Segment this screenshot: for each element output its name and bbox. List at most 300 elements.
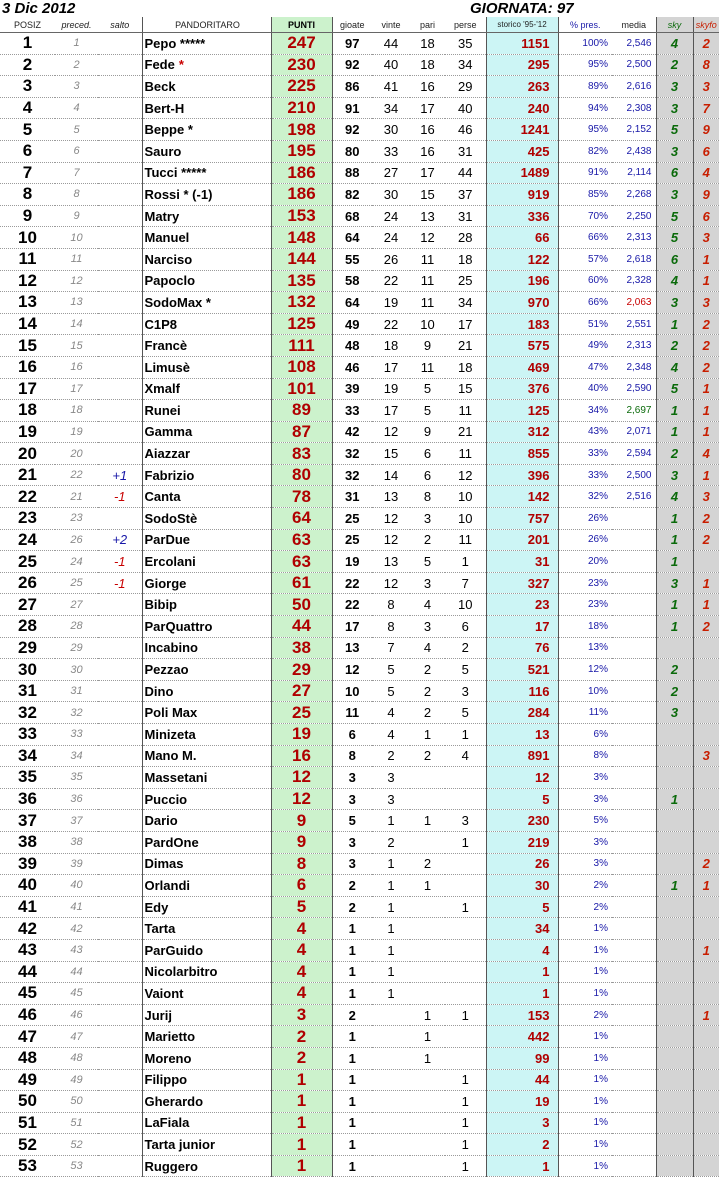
played-cell: 92 — [332, 54, 372, 76]
previous-position-cell: 5 — [55, 119, 98, 141]
drawn-cell: 2 — [410, 529, 445, 551]
historic-cell: 4 — [486, 939, 558, 961]
position-cell: 47 — [0, 1026, 55, 1048]
sky-cell: 1 — [656, 421, 693, 443]
jump-cell — [98, 616, 142, 638]
table-row — [0, 119, 719, 141]
skyfo-cell — [693, 767, 719, 789]
points-cell: 210 — [271, 97, 332, 119]
skyfo-cell — [693, 680, 719, 702]
played-cell: 33 — [332, 400, 372, 422]
played-cell: 91 — [332, 97, 372, 119]
points-cell: 16 — [271, 745, 332, 767]
presence-percent-cell: 23% — [558, 572, 612, 594]
skyfo-cell: 2 — [693, 508, 719, 530]
played-cell: 39 — [332, 378, 372, 400]
table-row — [0, 97, 719, 119]
position-cell: 44 — [0, 961, 55, 983]
sky-cell: 1 — [656, 529, 693, 551]
sky-cell: 6 — [656, 162, 693, 184]
played-cell: 31 — [332, 486, 372, 508]
won-cell: 2 — [372, 745, 410, 767]
sky-cell — [656, 1091, 693, 1113]
average-cell: 2,250 — [612, 205, 656, 227]
drawn-cell: 18 — [410, 54, 445, 76]
won-cell: 1 — [372, 810, 410, 832]
won-cell: 1 — [372, 853, 410, 875]
average-cell — [612, 1004, 656, 1026]
position-cell: 30 — [0, 659, 55, 681]
previous-position-cell: 35 — [55, 767, 98, 789]
lost-cell: 3 — [445, 810, 486, 832]
previous-position-cell: 39 — [55, 853, 98, 875]
historic-cell: 12 — [486, 767, 558, 789]
player-name: Pepo ***** — [144, 35, 206, 51]
won-cell: 8 — [372, 616, 410, 638]
average-cell: 2,618 — [612, 248, 656, 270]
historic-cell: 327 — [486, 572, 558, 594]
points-cell: 44 — [271, 616, 332, 638]
jump-cell — [98, 853, 142, 875]
historic-cell: 855 — [486, 443, 558, 465]
skyfo-cell: 2 — [693, 356, 719, 378]
skyfo-cell — [693, 659, 719, 681]
player-name: Beck — [144, 78, 176, 94]
skyfo-cell: 1 — [693, 400, 719, 422]
player-name-cell — [142, 184, 271, 206]
lost-cell: 1 — [445, 1091, 486, 1113]
position-cell: 53 — [0, 1155, 55, 1177]
table-row — [0, 983, 719, 1005]
player-name-cell — [142, 875, 271, 897]
player-name-cell — [142, 508, 271, 530]
player-name: Pezzao — [144, 662, 189, 678]
table-row — [0, 1047, 719, 1069]
sky-cell — [656, 724, 693, 746]
player-name-cell — [142, 637, 271, 659]
jump-cell — [98, 140, 142, 162]
points-cell: 27 — [271, 680, 332, 702]
giornata-title: GIORNATA: 97 — [470, 0, 574, 17]
player-name-cell — [142, 1155, 271, 1177]
played-cell: 1 — [332, 1155, 372, 1177]
sky-cell: 2 — [656, 680, 693, 702]
played-cell: 42 — [332, 421, 372, 443]
player-name-cell — [142, 378, 271, 400]
table-row — [0, 637, 719, 659]
player-name-cell — [142, 831, 271, 853]
points-cell: 4 — [271, 939, 332, 961]
lost-cell: 12 — [445, 464, 486, 486]
skyfo-cell — [693, 810, 719, 832]
points-cell: 87 — [271, 421, 332, 443]
presence-percent-cell: 33% — [558, 443, 612, 465]
position-cell: 2 — [0, 54, 55, 76]
points-cell: 111 — [271, 335, 332, 357]
lost-cell: 6 — [445, 616, 486, 638]
drawn-cell — [410, 939, 445, 961]
table-row — [0, 831, 719, 853]
drawn-cell: 3 — [410, 572, 445, 594]
table-row — [0, 292, 719, 314]
presence-percent-cell: 89% — [558, 76, 612, 98]
historic-cell: 1151 — [486, 33, 558, 55]
jump-cell — [98, 1091, 142, 1113]
lost-cell — [445, 939, 486, 961]
jump-cell — [98, 983, 142, 1005]
lost-cell: 35 — [445, 33, 486, 55]
table-row — [0, 400, 719, 422]
position-cell: 12 — [0, 270, 55, 292]
position-cell: 46 — [0, 1004, 55, 1026]
won-cell: 1 — [372, 939, 410, 961]
player-name: Gamma — [144, 424, 193, 440]
previous-position-cell: 40 — [55, 875, 98, 897]
average-cell: 2,590 — [612, 378, 656, 400]
position-cell: 6 — [0, 140, 55, 162]
won-cell: 18 — [372, 335, 410, 357]
presence-percent-cell: 95% — [558, 54, 612, 76]
skyfo-cell: 1 — [693, 594, 719, 616]
historic-cell: 31 — [486, 551, 558, 573]
jump-cell — [98, 745, 142, 767]
average-cell: 2,551 — [612, 313, 656, 335]
won-cell: 44 — [372, 33, 410, 55]
won-cell: 15 — [372, 443, 410, 465]
col-sky: sky — [656, 17, 693, 33]
skyfo-cell — [693, 918, 719, 940]
presence-percent-cell: 13% — [558, 637, 612, 659]
skyfo-cell — [693, 1069, 719, 1091]
player-name-cell — [142, 745, 271, 767]
sky-cell: 1 — [656, 508, 693, 530]
average-cell: 2,313 — [612, 335, 656, 357]
table-row — [0, 1069, 719, 1091]
sky-cell — [656, 1134, 693, 1156]
lost-cell: 4 — [445, 745, 486, 767]
historic-cell: 376 — [486, 378, 558, 400]
lost-cell: 21 — [445, 335, 486, 357]
jump-cell — [98, 810, 142, 832]
lost-cell: 34 — [445, 292, 486, 314]
historic-cell: 891 — [486, 745, 558, 767]
presence-percent-cell: 10% — [558, 680, 612, 702]
average-cell — [612, 831, 656, 853]
position-cell: 3 — [0, 76, 55, 98]
sky-cell — [656, 939, 693, 961]
table-row — [0, 1004, 719, 1026]
played-cell: 11 — [332, 702, 372, 724]
lost-cell: 1 — [445, 724, 486, 746]
won-cell: 40 — [372, 54, 410, 76]
points-cell: 125 — [271, 313, 332, 335]
drawn-cell: 4 — [410, 594, 445, 616]
player-name-cell — [142, 659, 271, 681]
average-cell — [612, 724, 656, 746]
jump-cell — [98, 1134, 142, 1156]
won-cell: 12 — [372, 421, 410, 443]
position-cell: 28 — [0, 616, 55, 638]
previous-position-cell: 7 — [55, 162, 98, 184]
points-cell: 230 — [271, 54, 332, 76]
sky-cell — [656, 831, 693, 853]
table-row — [0, 659, 719, 681]
sky-cell: 5 — [656, 205, 693, 227]
previous-position-cell: 14 — [55, 313, 98, 335]
drawn-cell: 2 — [410, 702, 445, 724]
table-row — [0, 140, 719, 162]
played-cell: 86 — [332, 76, 372, 98]
player-name-cell — [142, 33, 271, 55]
points-cell: 63 — [271, 551, 332, 573]
previous-position-cell: 29 — [55, 637, 98, 659]
skyfo-cell — [693, 702, 719, 724]
position-cell: 29 — [0, 637, 55, 659]
position-cell: 14 — [0, 313, 55, 335]
sky-cell — [656, 1004, 693, 1026]
played-cell: 2 — [332, 875, 372, 897]
won-cell: 19 — [372, 292, 410, 314]
drawn-cell: 11 — [410, 356, 445, 378]
position-cell: 11 — [0, 248, 55, 270]
played-cell: 48 — [332, 335, 372, 357]
player-name: Beppe * — [144, 122, 193, 138]
position-cell: 32 — [0, 702, 55, 724]
average-cell — [612, 659, 656, 681]
historic-cell: 1 — [486, 983, 558, 1005]
lost-cell: 2 — [445, 637, 486, 659]
previous-position-cell: 18 — [55, 400, 98, 422]
average-cell: 2,328 — [612, 270, 656, 292]
table-row — [0, 270, 719, 292]
average-cell: 2,071 — [612, 421, 656, 443]
sky-cell — [656, 896, 693, 918]
points-cell: 25 — [271, 702, 332, 724]
historic-cell: 2 — [486, 1134, 558, 1156]
player-name-cell — [142, 1047, 271, 1069]
drawn-cell — [410, 1091, 445, 1113]
jump-cell — [98, 205, 142, 227]
jump-cell — [98, 248, 142, 270]
skyfo-cell — [693, 1134, 719, 1156]
player-name-cell — [142, 1004, 271, 1026]
lost-cell — [445, 983, 486, 1005]
sky-cell: 1 — [656, 313, 693, 335]
presence-percent-cell: 85% — [558, 184, 612, 206]
sky-cell: 3 — [656, 97, 693, 119]
points-cell: 153 — [271, 205, 332, 227]
points-cell: 1 — [271, 1155, 332, 1177]
player-name-cell — [142, 724, 271, 746]
average-cell — [612, 745, 656, 767]
drawn-cell: 1 — [410, 875, 445, 897]
won-cell: 8 — [372, 594, 410, 616]
played-cell: 17 — [332, 616, 372, 638]
drawn-cell: 3 — [410, 616, 445, 638]
drawn-cell — [410, 983, 445, 1005]
position-cell: 39 — [0, 853, 55, 875]
player-name-cell — [142, 76, 271, 98]
presence-percent-cell: 1% — [558, 918, 612, 940]
player-name-cell — [142, 983, 271, 1005]
previous-position-cell: 38 — [55, 831, 98, 853]
player-name-cell — [142, 810, 271, 832]
historic-cell: 336 — [486, 205, 558, 227]
sky-cell: 4 — [656, 270, 693, 292]
presence-percent-cell: 23% — [558, 594, 612, 616]
jump-cell — [98, 939, 142, 961]
drawn-cell: 9 — [410, 335, 445, 357]
player-name: Dino — [144, 683, 174, 699]
previous-position-cell: 50 — [55, 1091, 98, 1113]
played-cell: 49 — [332, 313, 372, 335]
player-name-cell — [142, 680, 271, 702]
previous-position-cell: 32 — [55, 702, 98, 724]
drawn-cell: 2 — [410, 659, 445, 681]
presence-percent-cell: 1% — [558, 1069, 612, 1091]
average-cell — [612, 1134, 656, 1156]
table-row — [0, 54, 719, 76]
jump-cell — [98, 702, 142, 724]
table-row — [0, 443, 719, 465]
presence-percent-cell: 20% — [558, 551, 612, 573]
drawn-cell — [410, 896, 445, 918]
lost-cell — [445, 875, 486, 897]
presence-percent-cell: 32% — [558, 486, 612, 508]
sky-cell: 2 — [656, 443, 693, 465]
drawn-cell — [410, 961, 445, 983]
table-row — [0, 335, 719, 357]
sky-cell: 4 — [656, 356, 693, 378]
player-name-cell — [142, 594, 271, 616]
jump-cell — [98, 162, 142, 184]
previous-position-cell: 22 — [55, 464, 98, 486]
player-name-cell — [142, 896, 271, 918]
previous-position-cell: 31 — [55, 680, 98, 702]
previous-position-cell: 16 — [55, 356, 98, 378]
player-name-cell — [142, 486, 271, 508]
player-name-cell — [142, 961, 271, 983]
table-row — [0, 162, 719, 184]
jump-cell — [98, 378, 142, 400]
position-cell: 15 — [0, 335, 55, 357]
jump-cell — [98, 119, 142, 141]
won-cell: 17 — [372, 356, 410, 378]
average-cell: 2,500 — [612, 464, 656, 486]
table-row — [0, 184, 719, 206]
skyfo-cell — [693, 788, 719, 810]
average-cell — [612, 508, 656, 530]
average-cell — [612, 1091, 656, 1113]
average-cell — [612, 594, 656, 616]
won-cell: 13 — [372, 486, 410, 508]
historic-cell: 125 — [486, 400, 558, 422]
presence-percent-cell: 3% — [558, 853, 612, 875]
player-name-cell — [142, 292, 271, 314]
drawn-cell: 2 — [410, 680, 445, 702]
presence-percent-cell: 66% — [558, 227, 612, 249]
previous-position-cell: 33 — [55, 724, 98, 746]
player-name: Rossi * (-1) — [144, 186, 213, 202]
skyfo-cell: 9 — [693, 184, 719, 206]
jump-cell — [98, 443, 142, 465]
position-cell: 36 — [0, 788, 55, 810]
player-mark: * — [178, 57, 184, 73]
average-cell — [612, 939, 656, 961]
previous-position-cell: 42 — [55, 918, 98, 940]
won-cell: 3 — [372, 767, 410, 789]
drawn-cell: 1 — [410, 724, 445, 746]
player-name-cell — [142, 918, 271, 940]
skyfo-cell: 6 — [693, 140, 719, 162]
player-name-cell — [142, 356, 271, 378]
presence-percent-cell: 40% — [558, 378, 612, 400]
points-cell: 225 — [271, 76, 332, 98]
previous-position-cell: 3 — [55, 76, 98, 98]
points-cell: 8 — [271, 853, 332, 875]
position-cell: 8 — [0, 184, 55, 206]
drawn-cell: 5 — [410, 551, 445, 573]
points-cell: 186 — [271, 162, 332, 184]
sky-cell: 6 — [656, 248, 693, 270]
skyfo-cell — [693, 831, 719, 853]
previous-position-cell: 46 — [55, 1004, 98, 1026]
table-row — [0, 486, 719, 508]
previous-position-cell: 2 — [55, 54, 98, 76]
previous-position-cell: 12 — [55, 270, 98, 292]
presence-percent-cell: 11% — [558, 702, 612, 724]
played-cell: 58 — [332, 270, 372, 292]
played-cell: 1 — [332, 1091, 372, 1113]
historic-cell: 201 — [486, 529, 558, 551]
jump-cell — [98, 1026, 142, 1048]
presence-percent-cell: 2% — [558, 896, 612, 918]
points-cell: 19 — [271, 724, 332, 746]
average-cell — [612, 529, 656, 551]
lost-cell — [445, 788, 486, 810]
points-cell: 108 — [271, 356, 332, 378]
jump-cell: -1 — [98, 486, 142, 508]
historic-cell: 1241 — [486, 119, 558, 141]
col-perse: perse — [445, 17, 486, 33]
played-cell: 80 — [332, 140, 372, 162]
table-row — [0, 745, 719, 767]
previous-position-cell: 6 — [55, 140, 98, 162]
drawn-cell: 9 — [410, 421, 445, 443]
lost-cell: 1 — [445, 831, 486, 853]
won-cell — [372, 1047, 410, 1069]
sky-cell: 1 — [656, 788, 693, 810]
sky-cell — [656, 637, 693, 659]
player-name: Sauro — [144, 143, 182, 159]
drawn-cell: 16 — [410, 76, 445, 98]
presence-percent-cell: 94% — [558, 97, 612, 119]
position-cell: 20 — [0, 443, 55, 465]
played-cell: 13 — [332, 637, 372, 659]
position-cell: 37 — [0, 810, 55, 832]
player-name: Matry — [144, 208, 180, 224]
table-row — [0, 594, 719, 616]
table-row — [0, 680, 719, 702]
player-name-cell — [142, 1026, 271, 1048]
average-cell: 2,152 — [612, 119, 656, 141]
player-name-cell — [142, 551, 271, 573]
sky-cell: 2 — [656, 335, 693, 357]
table-row — [0, 356, 719, 378]
table-row — [0, 810, 719, 832]
date-title: 3 Dic 2012 — [2, 0, 76, 17]
won-cell: 4 — [372, 702, 410, 724]
